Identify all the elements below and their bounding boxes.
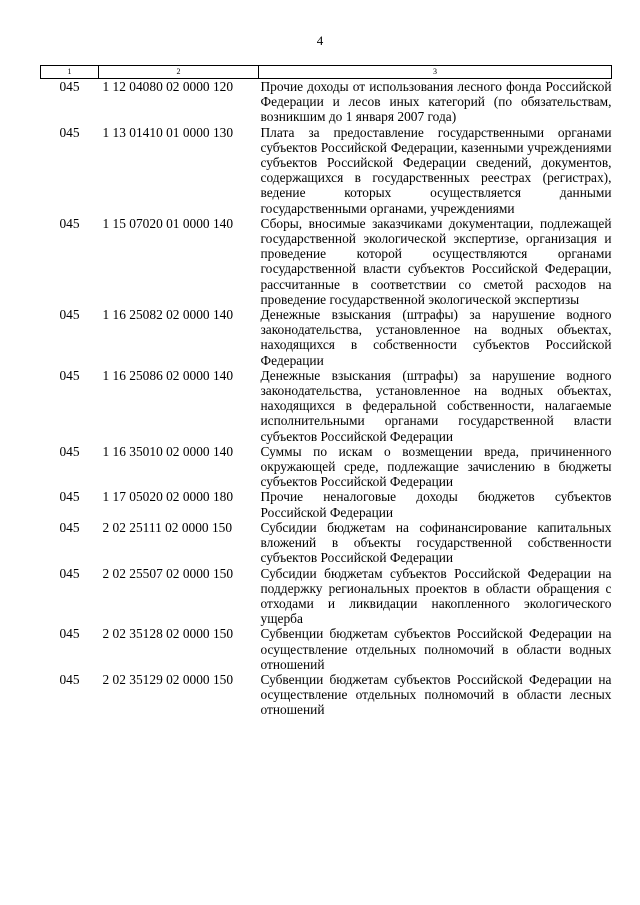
- admin-code-cell: 045: [59, 215, 80, 231]
- table-row: [41, 125, 612, 216]
- revenue-name-cell: Сборы, вносимые заказчиками документации, подлежащей государственной экологической экспертизе, организация и проведение которой осуществляются органами государственной власти субъектов Российской Федерации, рассчитанные в соответствии со сметой расходов на проведение государственной экологической экспертизы: [260, 215, 612, 307]
- table-row: [41, 489, 612, 519]
- admin-code-cell: 045: [59, 124, 80, 140]
- table-row: [41, 79, 612, 125]
- admin-code-cell: 045: [59, 671, 80, 687]
- table-row: [41, 444, 612, 490]
- table-body: [41, 79, 612, 718]
- budget-classification-code-cell: 2 02 35128 02 0000 150: [102, 626, 234, 642]
- table-row: [41, 566, 612, 627]
- admin-code-cell: 045: [59, 443, 80, 459]
- table-row: [41, 626, 612, 672]
- budget-classification-code-cell: 1 15 07020 01 0000 140: [102, 215, 234, 231]
- budget-classification-code-cell: 2 02 25507 02 0000 150: [102, 565, 234, 581]
- admin-code-cell: 045: [59, 489, 80, 505]
- budget-classification-code-cell: 1 16 25082 02 0000 140: [102, 307, 234, 323]
- admin-code-cell: 045: [59, 79, 80, 94]
- revenue-name-cell: Суммы по искам о возмещении вреда, причиненного окружающей среде, подлежащие зачислению в бюджеты субъектов Российской Федерации: [260, 443, 612, 490]
- table-row: [41, 672, 612, 718]
- budget-classification-code-cell: 1 13 01410 01 0000 130: [102, 124, 234, 140]
- revenue-name-cell: Плата за предоставление государственными органами субъектов Российской Федерации, казенными учреждениями субъектов Российской Федерации сведений, документов, содержащихся в государственных реестрах (регистрах), ведение которых осуществляется данными государственными органами, учреждениями: [260, 124, 612, 216]
- revenue-name-cell: Прочие неналоговые доходы бюджетов субъектов Российской Федерации: [260, 489, 612, 520]
- revenue-name-cell: Субсидии бюджетам на софинансирование капитальных вложений в объекты государственной собственности субъектов Российской Федерации: [260, 519, 612, 566]
- page-number: 4: [316, 33, 324, 48]
- revenue-name-cell: Денежные взыскания (штрафы) за нарушение водного законодательства, установленное на водных объектах, находящихся в федеральной собственности, налагаемые исполнительными органами государственной власти субъектов Российской Федерации: [260, 367, 612, 444]
- table-row: [41, 307, 612, 368]
- table-row: [41, 216, 612, 307]
- table-header-row: [41, 66, 612, 79]
- admin-code-cell: 045: [59, 565, 80, 581]
- revenue-name-cell: Прочие доходы от использования лесного фонда Российской Федерации и лесов иных категорий (по обязательствам, возникшим до 1 января 2007 года): [260, 79, 612, 125]
- budget-classification-code-cell: 1 16 25086 02 0000 140: [102, 367, 234, 383]
- table-row: [41, 520, 612, 566]
- budget-classification-code-cell: 1 12 04080 02 0000 120: [102, 79, 234, 94]
- revenue-name-cell: Субвенции бюджетам субъектов Российской Федерации на осуществление отдельных полномочий в области лесных отношений: [260, 671, 612, 718]
- budget-classification-code-cell: 1 17 05020 02 0000 180: [102, 489, 234, 505]
- admin-code-cell: 045: [59, 367, 80, 383]
- table-header: [41, 66, 612, 79]
- revenue-name-cell: Денежные взыскания (штрафы) за нарушение водного законодательства, установленное на водных объектах, находящихся в собственности субъектов Российской Федерации: [260, 307, 612, 368]
- header-col-1: 1: [41, 66, 99, 79]
- header-col-3: 3: [259, 66, 612, 79]
- revenue-name-cell: Субсидии бюджетам субъектов Российской Федерации на поддержку региональных проектов в области обращения с отходами и ликвидации накопленного экологического ущерба: [260, 565, 612, 627]
- table-row: [41, 368, 612, 444]
- budget-codes-table: [40, 65, 612, 718]
- budget-classification-code-cell: 1 16 35010 02 0000 140: [102, 443, 234, 459]
- admin-code-cell: 045: [59, 519, 80, 535]
- budget-classification-code-cell: 2 02 25111 02 0000 150: [102, 519, 233, 535]
- admin-code-cell: 045: [59, 626, 80, 642]
- header-col-2: 2: [99, 66, 259, 79]
- admin-code-cell: 045: [59, 307, 80, 323]
- revenue-name-cell: Субвенции бюджетам субъектов Российской Федерации на осуществление отдельных полномочий в области водных отношений: [260, 626, 612, 672]
- budget-classification-code-cell: 2 02 35129 02 0000 150: [102, 671, 234, 687]
